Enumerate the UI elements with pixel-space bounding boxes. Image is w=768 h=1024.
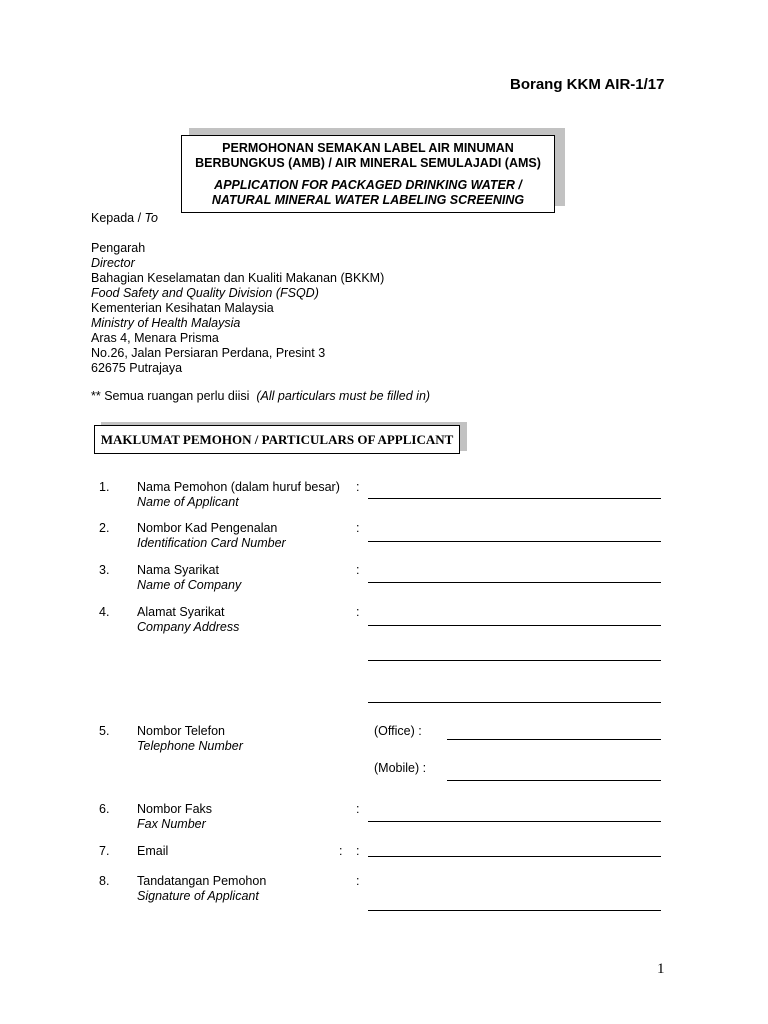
ministry-en: Ministry of Health Malaysia bbox=[91, 316, 241, 330]
fill-note bbox=[91, 389, 430, 404]
field-label-ms: Nombor Kad Pengenalan bbox=[137, 521, 278, 535]
field-label-ms: Nombor Telefon bbox=[137, 724, 226, 738]
division-en: Food Safety and Quality Division (FSQD) bbox=[91, 286, 319, 300]
field-label-ms: Email bbox=[137, 844, 169, 858]
division-ms: Bahagian Keselamatan dan Kualiti Makanan (BKKM) bbox=[91, 271, 385, 285]
field-label-ms: Tandatangan Pemohon bbox=[137, 874, 267, 888]
signature-field[interactable] bbox=[368, 910, 661, 911]
form-code: Borang KKM AIR-1/17 bbox=[510, 76, 665, 93]
field-colon: : bbox=[356, 480, 360, 494]
field-number: 6. bbox=[99, 802, 110, 816]
field-label-en: Identification Card Number bbox=[137, 536, 286, 550]
field-number: 1. bbox=[99, 480, 110, 494]
field-label-ms: Nombor Faks bbox=[137, 802, 213, 816]
page-number: 1 bbox=[657, 961, 665, 977]
address-line3: 62675 Putrajaya bbox=[91, 361, 183, 375]
field-label bbox=[137, 724, 243, 754]
section-title: MAKLUMAT PEMOHON / PARTICULARS OF APPLICANT bbox=[94, 425, 460, 454]
to-label-en: To bbox=[144, 211, 158, 225]
field-label-ms: Nama Pemohon (dalam huruf besar) bbox=[137, 480, 340, 494]
field-label bbox=[137, 802, 212, 832]
mobile-phone-field[interactable] bbox=[447, 780, 661, 781]
office-label: (Office) : bbox=[374, 724, 422, 738]
field-label bbox=[137, 480, 340, 510]
field-colon: : bbox=[356, 844, 360, 858]
company-address-field-line3[interactable] bbox=[368, 702, 661, 703]
field-colon: : bbox=[356, 802, 360, 816]
email-field[interactable] bbox=[368, 856, 661, 857]
field-number: 8. bbox=[99, 874, 110, 888]
field-colon: : bbox=[356, 874, 360, 888]
address-line2: No.26, Jalan Persiaran Perdana, Presint 3 bbox=[91, 346, 326, 360]
field-extra-colon: : bbox=[339, 844, 343, 858]
fill-note-en: (All particulars must be filled in) bbox=[256, 389, 431, 403]
title-en-line2: NATURAL MINERAL WATER LABELING SCREENING bbox=[211, 193, 525, 207]
field-number: 7. bbox=[99, 844, 110, 858]
ministry-ms: Kementerian Kesihatan Malaysia bbox=[91, 301, 274, 315]
field-label bbox=[137, 605, 239, 635]
ic-number-field[interactable] bbox=[368, 541, 661, 542]
field-label-ms: Nama Syarikat bbox=[137, 563, 219, 577]
address-block bbox=[91, 241, 384, 376]
title-en-line1: APPLICATION FOR PACKAGED DRINKING WATER / bbox=[214, 178, 522, 192]
fax-number-field[interactable] bbox=[368, 821, 661, 822]
field-number: 5. bbox=[99, 724, 110, 738]
field-label bbox=[137, 521, 286, 551]
field-label-en: Signature of Applicant bbox=[137, 889, 259, 903]
to-label bbox=[91, 211, 158, 226]
field-colon: : bbox=[356, 563, 360, 577]
field-label-en: Name of Company bbox=[137, 578, 242, 592]
title-ms-line1: PERMOHONAN SEMAKAN LABEL AIR MINUMAN bbox=[222, 141, 514, 155]
field-label-en: Company Address bbox=[137, 620, 240, 634]
applicant-name-field[interactable] bbox=[368, 498, 661, 499]
field-label-en: Name of Applicant bbox=[137, 495, 239, 509]
office-phone-field[interactable] bbox=[447, 739, 661, 740]
field-colon: : bbox=[356, 521, 360, 535]
title-ms-line2: BERBUNGKUS (AMB) / AIR MINERAL SEMULAJADI (AMS) bbox=[195, 156, 541, 170]
field-label bbox=[137, 563, 241, 593]
fill-note-ms: ** Semua ruangan perlu diisi bbox=[91, 389, 250, 403]
recipient-ms: Pengarah bbox=[91, 241, 146, 255]
field-label-ms: Alamat Syarikat bbox=[137, 605, 225, 619]
field-label-en: Fax Number bbox=[137, 817, 206, 831]
recipient-en: Director bbox=[91, 256, 135, 270]
mobile-label: (Mobile) : bbox=[374, 761, 427, 775]
field-number: 4. bbox=[99, 605, 110, 619]
company-address-field-line2[interactable] bbox=[368, 660, 661, 661]
title-box bbox=[181, 135, 555, 213]
field-label-en: Telephone Number bbox=[137, 739, 243, 753]
to-label-ms: Kepada / bbox=[91, 211, 145, 225]
company-address-field-line1[interactable] bbox=[368, 625, 661, 626]
company-name-field[interactable] bbox=[368, 582, 661, 583]
field-label bbox=[137, 874, 266, 904]
field-number: 2. bbox=[99, 521, 110, 535]
address-line1: Aras 4, Menara Prisma bbox=[91, 331, 219, 345]
field-colon: : bbox=[356, 605, 360, 619]
field-number: 3. bbox=[99, 563, 110, 577]
